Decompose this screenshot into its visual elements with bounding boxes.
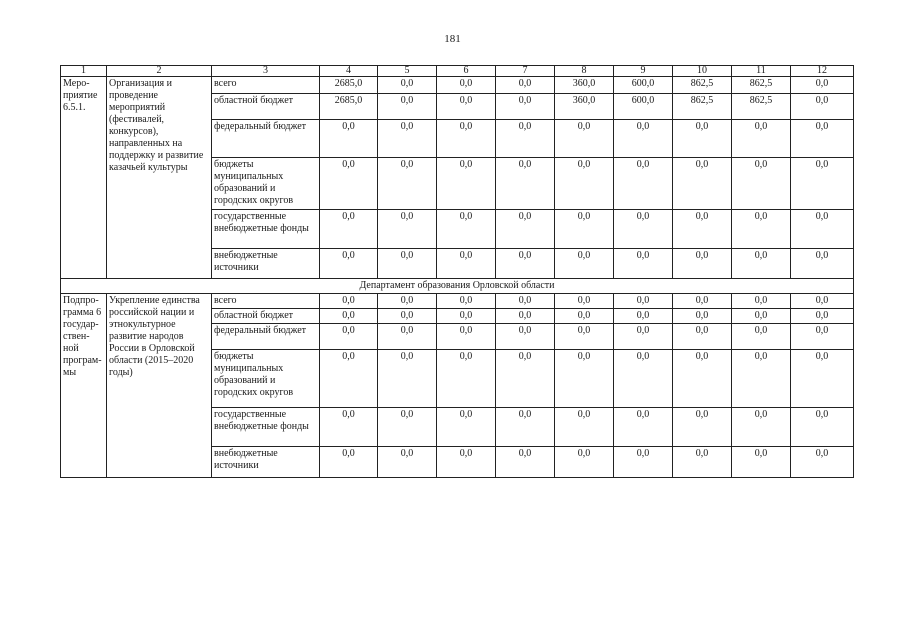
amount-cell: 0,0: [378, 120, 437, 158]
amount-cell: 0,0: [732, 158, 791, 210]
amount-cell: 0,0: [437, 350, 496, 408]
amount-cell: 2685,0: [320, 77, 378, 94]
page-number: 181: [444, 33, 461, 45]
amount-cell: 0,0: [378, 447, 437, 478]
amount-cell: 0,0: [791, 158, 854, 210]
amount-cell: 0,0: [673, 350, 732, 408]
amount-cell: 0,0: [496, 94, 555, 120]
funding-source: федеральный бюджет: [212, 120, 320, 158]
amount-cell: 0,0: [555, 158, 614, 210]
amount-cell: 0,0: [320, 294, 378, 309]
amount-cell: 862,5: [673, 94, 732, 120]
amount-cell: 0,0: [320, 158, 378, 210]
amount-cell: 0,0: [437, 94, 496, 120]
measure-code: Меро- приятие 6.5.1.: [61, 77, 107, 279]
amount-cell: 0,0: [496, 408, 555, 447]
subprogram-row: [61, 294, 854, 309]
amount-cell: 2685,0: [320, 94, 378, 120]
amount-cell: 0,0: [732, 309, 791, 324]
amount-cell: 0,0: [732, 249, 791, 279]
amount-cell: 0,0: [673, 408, 732, 447]
amount-cell: 600,0: [614, 94, 673, 120]
amount-cell: 0,0: [437, 249, 496, 279]
amount-cell: 0,0: [437, 447, 496, 478]
amount-cell: 0,0: [614, 249, 673, 279]
column-number: 2: [107, 66, 212, 77]
column-number: 10: [673, 66, 732, 77]
amount-cell: 0,0: [614, 350, 673, 408]
funding-source: бюджеты муниципальных образований и городских округов: [212, 158, 320, 210]
amount-cell: 0,0: [437, 210, 496, 249]
amount-cell: 0,0: [320, 408, 378, 447]
amount-cell: 0,0: [378, 77, 437, 94]
amount-cell: 0,0: [437, 294, 496, 309]
amount-cell: 0,0: [791, 408, 854, 447]
column-number: 9: [614, 66, 673, 77]
funding-source: областной бюджет: [212, 94, 320, 120]
amount-cell: 0,0: [555, 324, 614, 350]
amount-cell: 0,0: [673, 249, 732, 279]
amount-cell: 0,0: [555, 120, 614, 158]
amount-cell: 0,0: [378, 408, 437, 447]
amount-cell: 0,0: [555, 249, 614, 279]
amount-cell: 0,0: [673, 294, 732, 309]
amount-cell: 0,0: [378, 249, 437, 279]
amount-cell: 0,0: [437, 77, 496, 94]
amount-cell: 0,0: [496, 77, 555, 94]
subprogram-code: Подпро- грамма 6 государ- ствен- ной програм- мы: [61, 294, 107, 478]
column-number: 4: [320, 66, 378, 77]
amount-cell: 0,0: [437, 120, 496, 158]
funding-source: федеральный бюджет: [212, 324, 320, 350]
amount-cell: 0,0: [437, 324, 496, 350]
amount-cell: 0,0: [378, 294, 437, 309]
subprogram-section: [61, 294, 854, 478]
amount-cell: 862,5: [673, 77, 732, 94]
funding-source: государственные внебюджетные фонды: [212, 210, 320, 249]
column-number: 7: [496, 66, 555, 77]
amount-cell: 0,0: [555, 447, 614, 478]
amount-cell: 0,0: [496, 309, 555, 324]
funding-source: бюджеты муниципальных образований и городских округов: [212, 350, 320, 408]
amount-cell: 0,0: [378, 309, 437, 324]
department-row: [61, 279, 854, 294]
amount-cell: 0,0: [673, 324, 732, 350]
amount-cell: 0,0: [673, 120, 732, 158]
amount-cell: 862,5: [732, 94, 791, 120]
amount-cell: 0,0: [732, 210, 791, 249]
column-number: 3: [212, 66, 320, 77]
column-number: 5: [378, 66, 437, 77]
column-number-row: [61, 66, 854, 77]
amount-cell: 0,0: [378, 324, 437, 350]
amount-cell: 0,0: [320, 324, 378, 350]
amount-cell: 0,0: [378, 94, 437, 120]
amount-cell: 0,0: [555, 210, 614, 249]
amount-cell: 0,0: [496, 158, 555, 210]
amount-cell: 0,0: [732, 294, 791, 309]
amount-cell: 0,0: [496, 210, 555, 249]
amount-cell: 0,0: [614, 120, 673, 158]
amount-cell: 0,0: [732, 447, 791, 478]
department-name: Департамент образования Орловской области: [61, 279, 854, 294]
column-number: 12: [791, 66, 854, 77]
amount-cell: 862,5: [732, 77, 791, 94]
amount-cell: 0,0: [320, 210, 378, 249]
amount-cell: 360,0: [555, 77, 614, 94]
amount-cell: 0,0: [555, 350, 614, 408]
amount-cell: 0,0: [555, 294, 614, 309]
amount-cell: 0,0: [378, 158, 437, 210]
amount-cell: 0,0: [791, 447, 854, 478]
amount-cell: 0,0: [614, 447, 673, 478]
amount-cell: 0,0: [732, 120, 791, 158]
budget-table: [60, 65, 854, 478]
amount-cell: 0,0: [320, 309, 378, 324]
funding-source: всего: [212, 77, 320, 94]
amount-cell: 0,0: [320, 120, 378, 158]
amount-cell: 0,0: [614, 210, 673, 249]
amount-cell: 0,0: [673, 210, 732, 249]
amount-cell: 0,0: [732, 408, 791, 447]
amount-cell: 0,0: [791, 309, 854, 324]
amount-cell: 0,0: [378, 210, 437, 249]
amount-cell: 0,0: [496, 249, 555, 279]
funding-source: внебюджетные источники: [212, 447, 320, 478]
amount-cell: 0,0: [555, 309, 614, 324]
amount-cell: 0,0: [496, 120, 555, 158]
amount-cell: 0,0: [673, 309, 732, 324]
column-number: 1: [61, 66, 107, 77]
amount-cell: 0,0: [791, 249, 854, 279]
funding-source: областной бюджет: [212, 309, 320, 324]
amount-cell: 0,0: [378, 350, 437, 408]
amount-cell: 0,0: [496, 324, 555, 350]
funding-source: всего: [212, 294, 320, 309]
subprogram-name: Укрепление единства российской нации и этнокультурное развитие народов России в Орловской области (2015–2020 годы): [107, 294, 212, 478]
amount-cell: 0,0: [791, 77, 854, 94]
amount-cell: 0,0: [791, 210, 854, 249]
amount-cell: 0,0: [614, 324, 673, 350]
amount-cell: 0,0: [320, 249, 378, 279]
measure-row: [61, 77, 854, 94]
funding-source: государственные внебюджетные фонды: [212, 408, 320, 447]
amount-cell: 0,0: [732, 350, 791, 408]
amount-cell: 0,0: [496, 294, 555, 309]
amount-cell: 0,0: [614, 294, 673, 309]
amount-cell: 0,0: [791, 120, 854, 158]
amount-cell: 0,0: [496, 350, 555, 408]
amount-cell: 0,0: [791, 350, 854, 408]
amount-cell: 0,0: [555, 408, 614, 447]
amount-cell: 0,0: [673, 447, 732, 478]
amount-cell: 0,0: [320, 350, 378, 408]
amount-cell: 0,0: [437, 158, 496, 210]
amount-cell: 0,0: [614, 309, 673, 324]
amount-cell: 0,0: [791, 94, 854, 120]
amount-cell: 360,0: [555, 94, 614, 120]
funding-source: внебюджетные источники: [212, 249, 320, 279]
amount-cell: 0,0: [614, 158, 673, 210]
amount-cell: 0,0: [614, 408, 673, 447]
amount-cell: 0,0: [496, 447, 555, 478]
column-number: 6: [437, 66, 496, 77]
amount-cell: 0,0: [437, 408, 496, 447]
amount-cell: 0,0: [791, 294, 854, 309]
amount-cell: 0,0: [791, 324, 854, 350]
measure-section: [61, 77, 854, 279]
amount-cell: 0,0: [320, 447, 378, 478]
measure-name: Организация и проведение мероприятий (фестивалей, конкурсов), направленных на поддержку и развитие казачьей культуры: [107, 77, 212, 279]
column-number: 11: [732, 66, 791, 77]
amount-cell: 0,0: [673, 158, 732, 210]
column-number: 8: [555, 66, 614, 77]
amount-cell: 0,0: [437, 309, 496, 324]
amount-cell: 0,0: [732, 324, 791, 350]
amount-cell: 600,0: [614, 77, 673, 94]
